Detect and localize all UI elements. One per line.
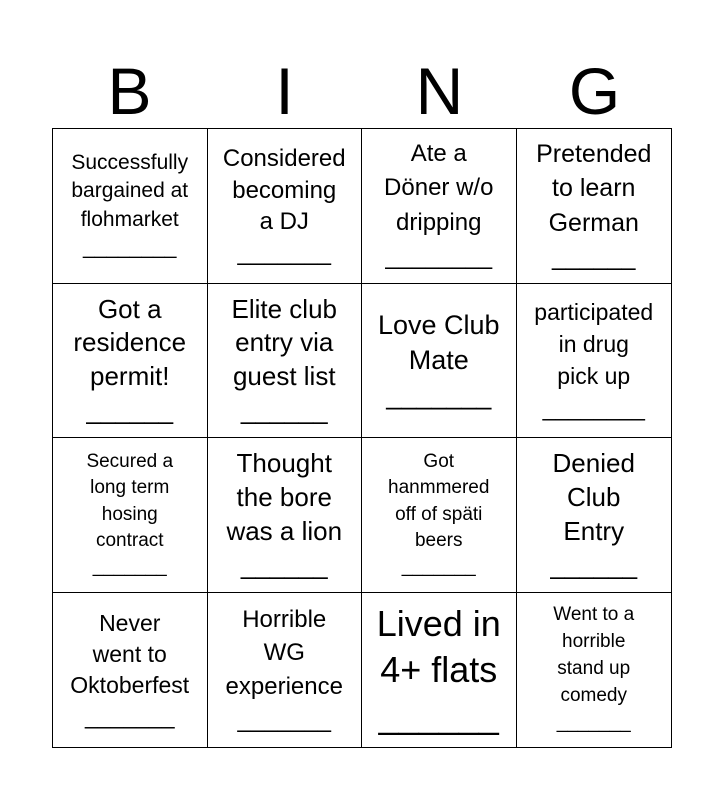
bingo-cell[interactable] [517,129,672,284]
bingo-cell-text: Denied Club Entry ______ [550,448,638,580]
bingo-header [52,52,672,130]
bingo-cell-text: Pretended to learn German ______ [536,139,652,272]
bingo-cell[interactable] [53,438,208,593]
bingo-cell-text: Thought the bore was a lion ______ [226,448,343,580]
header-letter-n: N [415,54,464,128]
bingo-cell-text: Considered becoming a DJ _______ [222,145,346,266]
bingo-cell[interactable] [53,284,208,439]
bingo-cell[interactable] [208,593,363,748]
bingo-cell[interactable] [362,593,517,748]
header-letter-g: G [568,54,621,128]
bingo-cell-text: Secured a long term hosing contract _______ [86,451,174,578]
bingo-cell[interactable] [517,438,672,593]
bingo-cell[interactable] [208,129,363,284]
bingo-cell[interactable] [362,284,517,439]
bingo-cell-text: Love Club Mate _______ [377,309,500,410]
bingo-cell-text: Ate a Döner w/o dripping ________ [384,140,494,271]
bingo-cell-text: participated in drug pick up ________ [534,298,654,422]
bingo-cell[interactable] [208,284,363,439]
bingo-cell-text: Got hanmmered off of späti beers _______ [388,451,490,578]
bingo-cell[interactable] [208,438,363,593]
bingo-cell-text: Elite club entry via guest list ______ [231,293,337,426]
bingo-cell-text: Successfully bargained at flohmarket ________ [71,151,189,260]
bingo-cell-text: Lived in 4+ flats ______ [376,602,501,736]
bingo-cell[interactable] [53,593,208,748]
bingo-cell-text: Went to a horrible stand up comedy _______ [553,604,635,734]
bingo-cell[interactable] [53,129,208,284]
bingo-card-grid [52,128,672,748]
bingo-cell-text: Never went to Oktoberfest _______ [70,609,190,729]
bingo-cell-text: Got a residence permit! ______ [73,293,187,426]
bingo-cell[interactable] [362,129,517,284]
bingo-cell[interactable] [517,593,672,748]
bingo-cell[interactable] [362,438,517,593]
header-letter-b: B [107,54,152,128]
bingo-cell[interactable] [517,284,672,439]
bingo-cell-text: Horrible WG experience _______ [225,605,343,734]
header-letter-i: I [275,54,294,128]
